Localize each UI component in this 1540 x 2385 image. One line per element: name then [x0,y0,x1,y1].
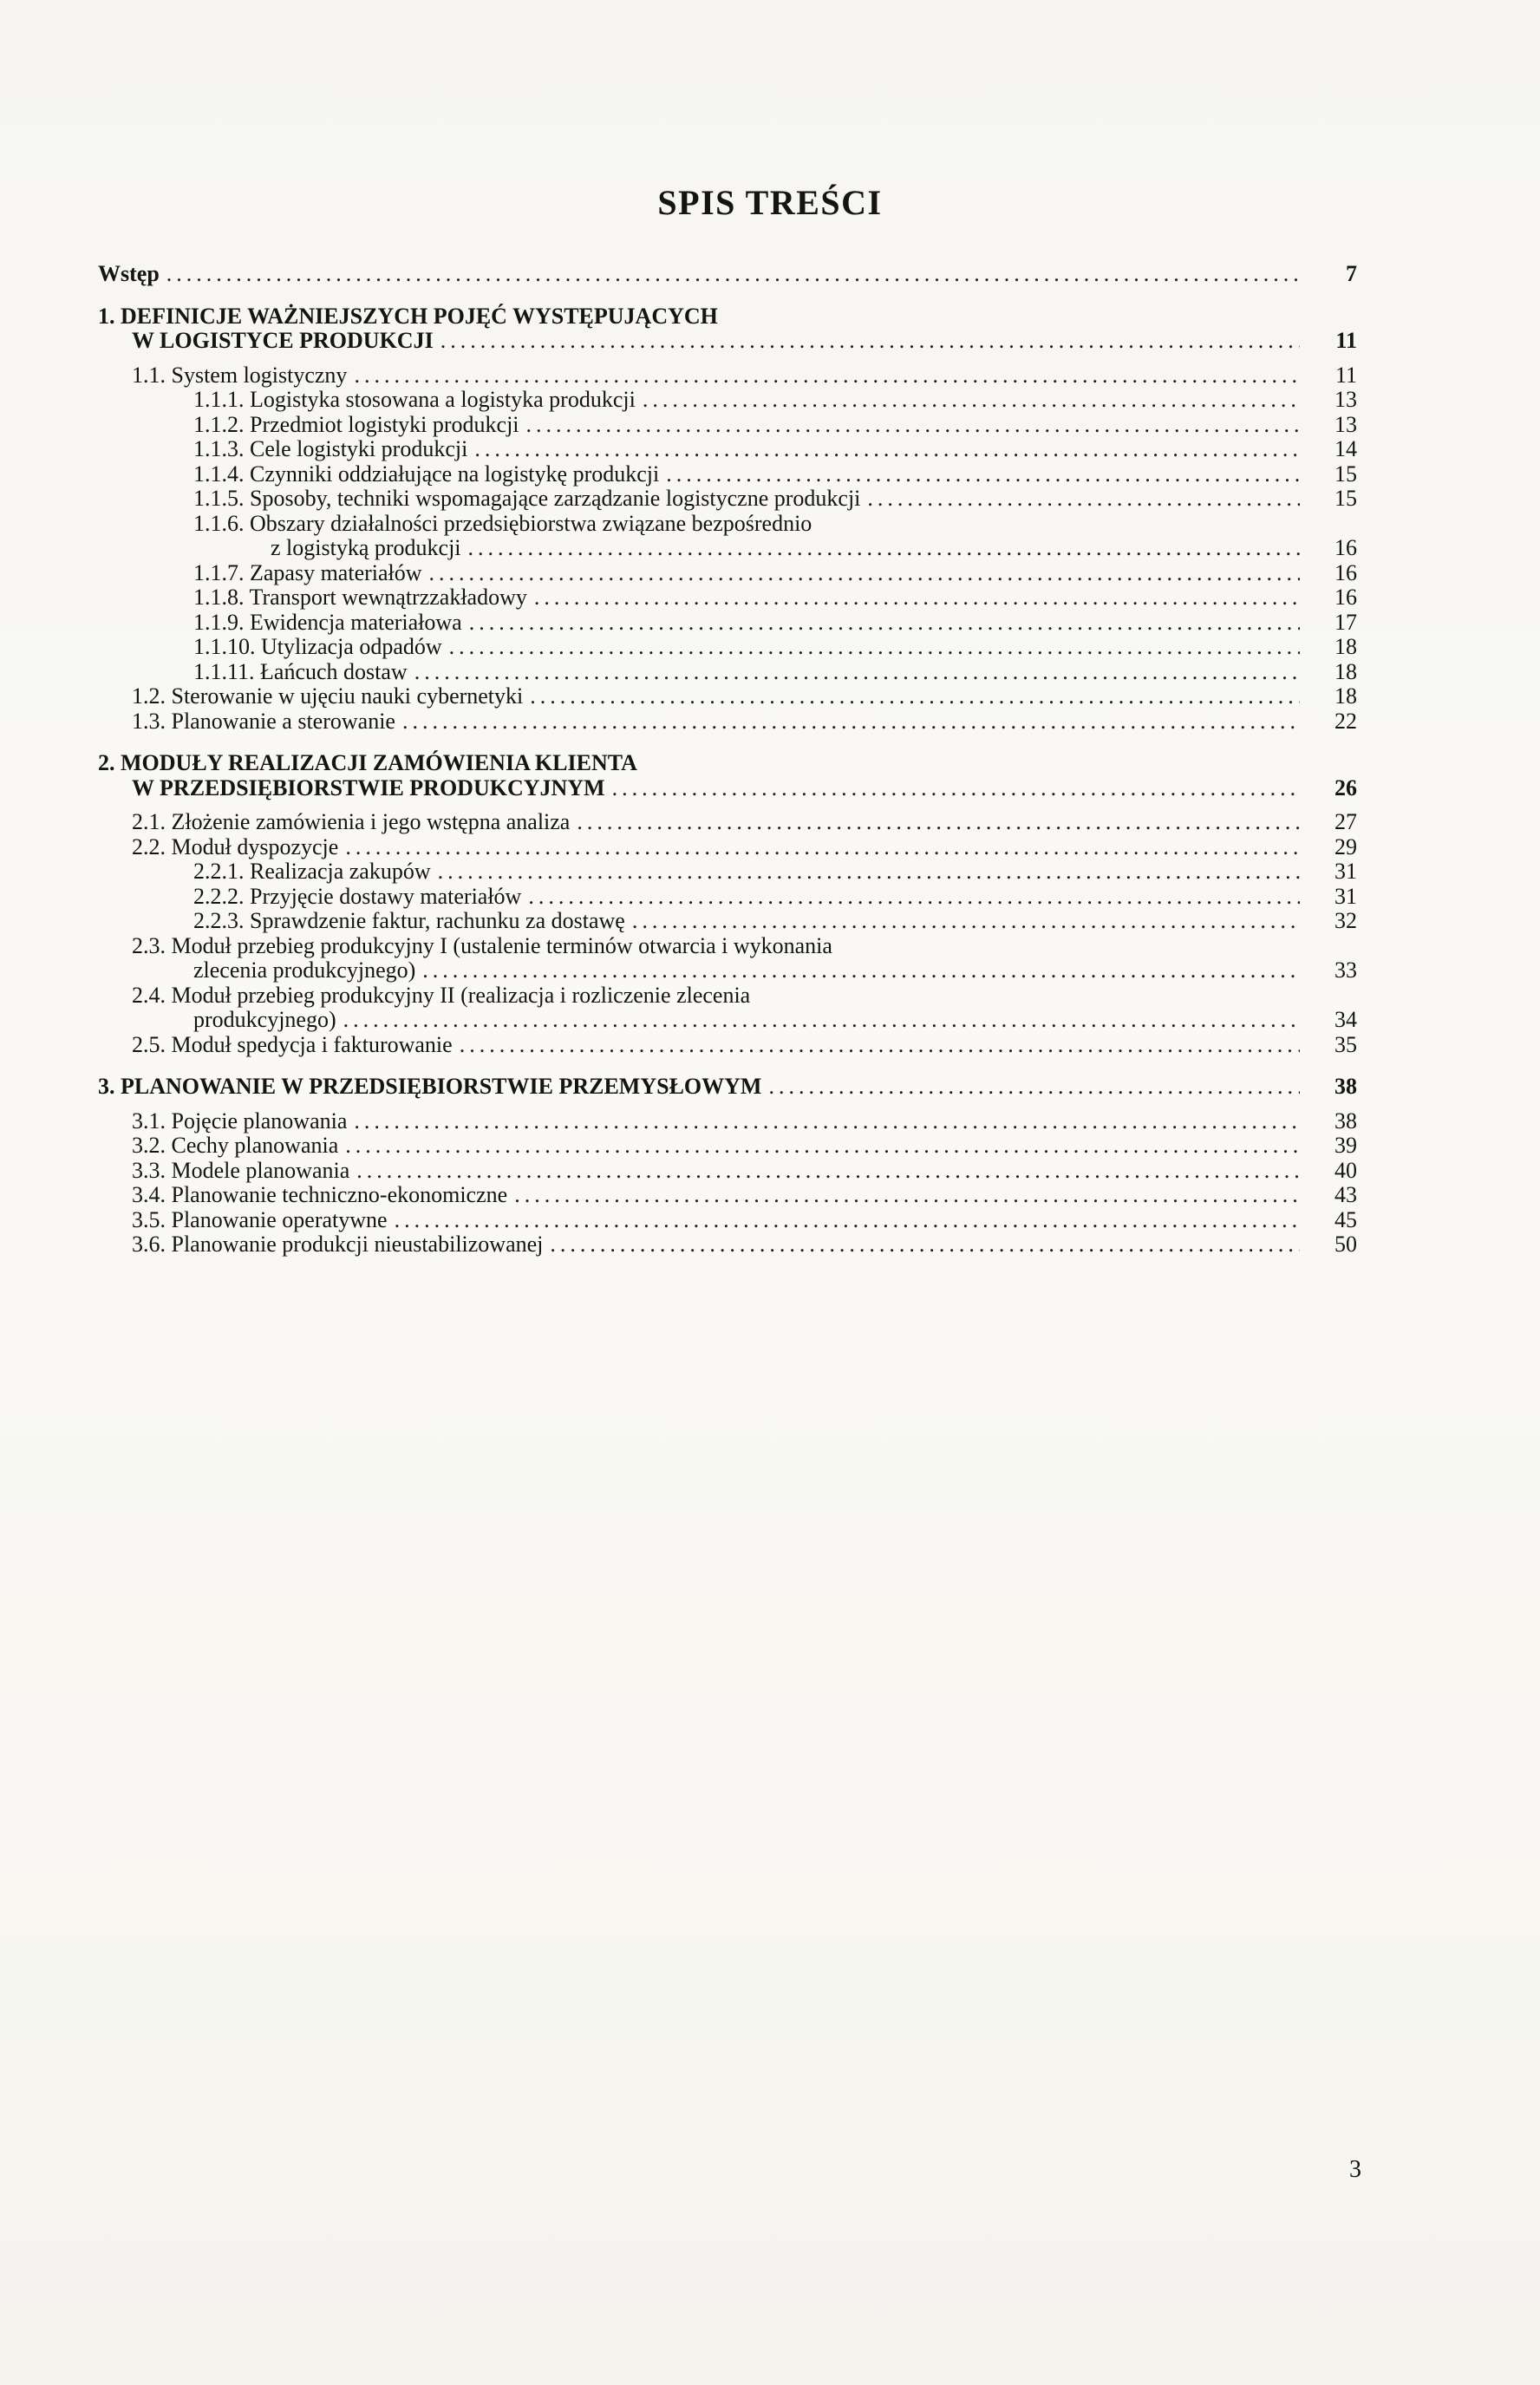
toc-entry-text: 1.1.11. Łańcuch dostaw [193,658,408,684]
leader-dots [356,1159,1300,1184]
toc-entry-text: 1.1.2. Przedmiot logistyki produkcji [193,411,519,437]
leader-dots [449,635,1300,660]
leader-dots [468,536,1300,561]
toc-entry [98,835,1357,860]
toc-entry [98,859,1357,885]
toc-entry-text: 2.4. Moduł przebieg produkcyjny II (realizacja i rozliczenie zlecenia [132,982,751,1008]
toc-entry-page-number: 50 [1334,1232,1357,1257]
leader-dots [402,709,1300,735]
leader-dots [460,1033,1300,1058]
leader-dots [577,810,1300,835]
toc-entry-text: W LOGISTYCE PRODUKCJI [132,328,434,353]
toc-entry-page-number: 16 [1334,559,1357,585]
toc-entry-page-number: 22 [1334,708,1357,734]
toc-entry [98,1183,1357,1208]
leader-dots [632,909,1300,934]
toc-entry-page-number: 18 [1334,683,1357,709]
toc-entry-page-number: 16 [1334,535,1357,560]
toc-entry [98,1134,1357,1159]
leader-dots [528,885,1300,910]
toc-entry [98,983,1357,1009]
toc-entry [98,413,1357,438]
toc-entry-text: zlecenia produkcyjnego) [193,957,416,983]
leader-dots [354,363,1300,389]
toc-entry-page-number: 15 [1334,461,1357,487]
leader-dots [550,1232,1300,1258]
toc-entry-page-number: 40 [1334,1157,1357,1183]
toc-entry-page-number: 18 [1334,658,1357,684]
toc-entry-page-number: 26 [1334,774,1357,800]
leader-dots [530,684,1300,709]
toc-entry [98,909,1357,934]
toc-entry-page-number: 14 [1334,436,1357,461]
toc-entry-text: 1.1.1. Logistyka stosowana a logistyka produkcji [193,387,636,412]
toc-entry-text: 1.1.7. Zapasy materiałów [193,559,422,585]
leader-dots [414,660,1300,685]
toc-entry-text: 1.1.3. Cele logistyki produkcji [193,436,468,461]
toc-entry [98,363,1357,389]
page-title: SPIS TREŚCI [657,183,883,222]
toc-entry-text: 1.3. Planowanie a sterowanie [132,708,395,734]
toc-entry-page-number: 16 [1334,585,1357,610]
toc-entry [98,388,1357,413]
toc-entry-text: 3.5. Planowanie operatywne [132,1206,388,1232]
toc-entry [98,561,1357,586]
toc-entry-page-number: 17 [1334,609,1357,635]
toc-entry [98,635,1357,660]
toc-entry [98,1033,1357,1058]
page-number: 3 [1349,2156,1361,2183]
toc-entry-text: Wstęp [98,261,160,286]
toc-entry-text: 1. DEFINICJE WAŻNIEJSZYCH POJĘĆ WYSTĘPUJĄCYCH [98,303,718,329]
toc-entry [98,329,1357,354]
leader-dots [395,1208,1300,1233]
toc-entry-text: 2.2.3. Sprawdzenie faktur, rachunku za dostawę [193,908,625,933]
toc-entry-page-number: 45 [1334,1206,1357,1232]
toc-entry-text: 2. MODUŁY REALIZACJI ZAMÓWIENIA KLIENTA [98,750,637,775]
toc-entry-page-number: 38 [1334,1108,1357,1134]
toc-entry-page-number: 11 [1335,328,1357,353]
toc-entry-text: 2.5. Moduł spedycja i fakturowanie [132,1031,453,1057]
toc-entry [98,1208,1357,1233]
leader-dots [345,835,1300,860]
toc-list [0,262,1540,1258]
toc-entry-page-number: 31 [1334,883,1357,909]
toc-entry [98,751,1357,776]
toc-entry-text: 3.3. Modele planowania [132,1157,350,1183]
toc-entry [98,1075,1357,1100]
leader-dots [343,1008,1300,1033]
toc-entry-text: 2.2.1. Realizacja zakupów [193,859,431,884]
leader-dots [666,462,1300,487]
toc-entry [98,1109,1357,1134]
toc-entry [98,958,1357,983]
toc-entry [98,885,1357,910]
toc-entry-page-number: 15 [1334,486,1357,511]
toc-entry-text: 3.6. Planowanie produkcji nieustabilizowanej [132,1232,544,1257]
toc-entry-text: 1.1.8. Transport wewnątrzzakładowy [193,585,527,610]
leader-dots [643,388,1300,413]
toc-entry-page-number: 13 [1334,387,1357,412]
toc-entry [98,776,1357,801]
leader-dots [429,561,1300,586]
leader-dots [345,1134,1300,1159]
toc-entry [98,1008,1357,1033]
toc-entry [98,262,1357,287]
toc-entry-page-number: 18 [1334,634,1357,659]
toc-entry-page-number: 29 [1334,833,1357,859]
leader-dots [612,776,1300,801]
leader-dots [440,329,1300,354]
toc-entry-text: 1.2. Sterowanie w ujęciu nauki cybernetyki [132,683,524,709]
toc-entry-text: 2.3. Moduł przebieg produkcyjny I (ustalenie terminów otwarcia i wykonania [132,932,832,958]
leader-dots [867,487,1300,512]
toc-entry-page-number: 13 [1334,411,1357,437]
toc-entry-text: 2.2.2. Przyjęcie dostawy materiałów [193,883,522,909]
toc-entry [98,934,1357,959]
leader-dots [474,437,1300,462]
leader-dots [514,1183,1300,1208]
toc-entry-page-number: 33 [1334,957,1357,983]
toc-entry [98,512,1357,537]
toc-entry-page-number: 11 [1334,362,1357,388]
toc-entry-text: 3.4. Planowanie techniczno-ekonomiczne [132,1182,508,1207]
leader-dots [354,1109,1300,1134]
toc-entry [98,611,1357,636]
leader-dots [422,958,1300,983]
leader-dots [469,611,1300,636]
toc-entry-text: 3.1. Pojęcie planowania [132,1108,348,1134]
toc-entry-text: z logistyką produkcji [271,535,461,560]
toc-entry [98,585,1357,611]
toc-entry-page-number: 39 [1334,1133,1357,1158]
toc-entry [98,709,1357,735]
toc-entry-text: 2.1. Złożenie zamówienia i jego wstępna analiza [132,809,571,834]
toc-entry [98,304,1357,330]
leader-dots [526,413,1300,438]
toc-entry-page-number: 31 [1334,859,1357,884]
toc-entry-text: 3. PLANOWANIE W PRZEDSIĘBIORSTWIE PRZEMYSŁOWYM [98,1074,762,1099]
toc-entry [98,437,1357,462]
toc-entry [98,660,1357,685]
toc-entry-text: 1.1.5. Sposoby, techniki wspomagające zarządzanie logistyczne produkcji [193,486,861,511]
toc-entry-text: 1.1. System logistyczny [132,362,348,388]
toc-entry-page-number: 35 [1334,1031,1357,1057]
toc-entry-text: 2.2. Moduł dyspozycje [132,833,339,859]
toc-entry [98,1159,1357,1184]
toc-entry [98,462,1357,487]
toc-entry-text: 3.2. Cechy planowania [132,1133,339,1158]
leader-dots [768,1075,1300,1100]
toc-entry-text: 1.1.9. Ewidencja materiałowa [193,609,462,635]
toc-entry [98,1232,1357,1258]
toc-entry-text: produkcyjnego) [193,1007,336,1032]
toc-entry-page-number: 38 [1334,1074,1357,1099]
toc-entry-page-number: 43 [1334,1182,1357,1207]
toc-entry [98,487,1357,512]
toc-entry-page-number: 27 [1334,809,1357,834]
toc-entry-text: W PRZEDSIĘBIORSTWIE PRODUKCYJNYM [132,774,605,800]
toc-entry-text: 1.1.6. Obszary działalności przedsiębiorstwa związane bezpośrednio [193,510,812,536]
toc-entry-text: 1.1.4. Czynniki oddziałujące na logistykę produkcji [193,461,660,487]
toc-entry-text: 1.1.10. Utylizacja odpadów [193,634,442,659]
leader-dots [438,859,1300,885]
leader-dots [534,585,1300,611]
toc-entry-page-number: 32 [1334,908,1357,933]
toc-entry-page-number: 7 [1346,261,1357,286]
toc-entry-page-number: 34 [1334,1007,1357,1032]
toc-entry [98,684,1357,709]
toc-entry [98,810,1357,835]
leader-dots [166,262,1300,287]
toc-entry [98,536,1357,561]
